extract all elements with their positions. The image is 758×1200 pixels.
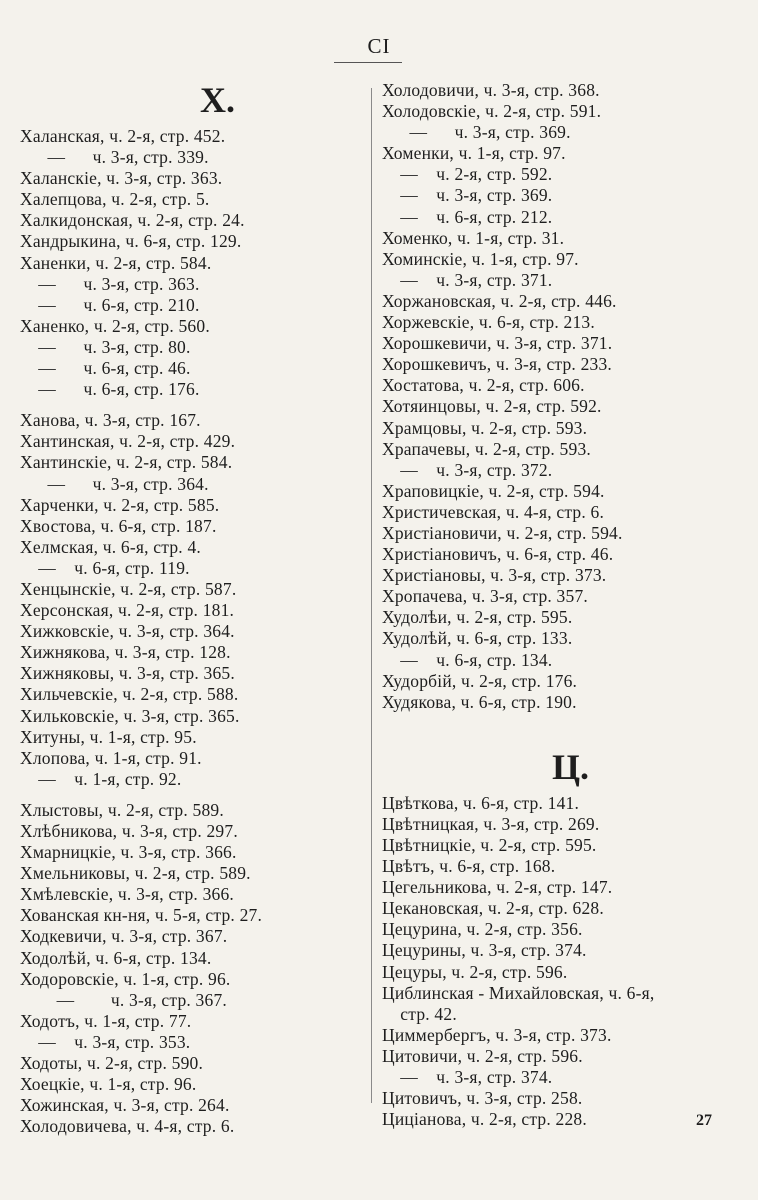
index-entry: Холодовскiе, ч. 2-я, стр. 591. [382,101,602,122]
page-number-top: CI [367,34,391,58]
index-entry: Хильковскiе, ч. 3-я, стр. 365. [20,705,240,726]
section-header-tse: Ц. [552,746,590,787]
index-entry: Хованская кн-ня, ч. 5-я, стр. 27. [20,905,263,926]
index-entry: Ходотъ, ч. 1-я, стр. 77. [20,1010,192,1031]
index-entry: Хоржевскiе, ч. 6-я, стр. 213. [382,312,595,333]
index-entry: Ходоровскiе, ч. 1-я, стр. 96. [20,968,231,989]
index-entry: Цвѣтницкая, ч. 3-я, стр. 269. [382,813,600,834]
index-entry: — ч. 3-я, стр. 353. [20,1031,191,1052]
index-entry: Хлыстовы, ч. 2-я, стр. 589. [20,799,224,820]
section-header-kha: X. [200,80,235,120]
index-entry: Цитовичи, ч. 2-я, стр. 596. [382,1045,583,1066]
index-entry: Хлѣбникова, ч. 3-я, стр. 297. [20,821,238,841]
index-entry: Хижковскiе, ч. 3-я, стр. 364. [20,621,235,642]
index-entry: Халанскiе, ч. 3-я, стр. 363. [20,168,223,189]
index-entry: Ходолѣй, ч. 6-я, стр. 134. [20,947,212,968]
index-entry: — ч. 6-я, стр. 210. [20,294,200,315]
index-entry: Христiановы, ч. 3-я, стр. 373. [382,565,607,586]
index-entry: Храмцовы, ч. 2-я, стр. 593. [382,417,588,438]
index-entry: Хорошкевичи, ч. 3-я, стр. 371. [382,333,613,354]
index-entry: Херсонская, ч. 2-я, стр. 181. [20,600,235,621]
index-entry: Цвѣткова, ч. 6-я, стр. 141. [382,792,580,813]
index-entry: Хандрыкина, ч. 6-я, стр. 129. [20,231,242,252]
index-entry: Ханенко, ч. 2-я, стр. 560. [20,315,210,336]
index-entry: Циммербергъ, ч. 3-я, стр. 373. [382,1024,612,1045]
index-entry: Холодовичева, ч. 4-я, стр. 6. [20,1116,235,1137]
index-entry: Хоменки, ч. 1-я, стр. 97. [382,143,566,164]
right-column [382,80,742,1130]
index-entry: Христiановичъ, ч. 6-я, стр. 46. [382,544,614,565]
index-entry: Хоменко, ч. 1-я, стр. 31. [382,227,565,248]
index-entry: Ханова, ч. 3-я, стр. 167. [20,410,201,431]
entry-gap [20,790,365,800]
index-entry: Халепцова, ч. 2-я, стр. 5. [20,189,210,210]
index-entry: Цецуры, ч. 2-я, стр. 596. [382,961,568,982]
index-entry: Цицiанова, ч. 2-я, стр. 228. [382,1109,587,1130]
index-entry: Цитовичъ, ч. 3-я, стр. 258. [382,1088,583,1109]
index-entry: Хоецкiе, ч. 1-я, стр. 96. [20,1074,197,1095]
index-entry: Хантинская, ч. 2-я, стр. 429. [20,431,236,452]
index-entry: — ч. 3-я, стр. 369. [382,185,553,206]
index-entry: Хижнякова, ч. 3-я, стр. 128. [20,642,231,663]
index-entry: Цвѣтницкiе, ч. 2-я, стр. 595. [382,835,597,855]
index-entry: Цецурины, ч. 3-я, стр. 374. [382,940,587,961]
left-column [20,80,365,1137]
index-entry: Хвостова, ч. 6-я, стр. 187. [20,515,217,536]
index-entry: — ч. 2-я, стр. 592. [382,164,553,185]
index-entry: — ч. 6-я, стр. 46. [20,358,191,379]
index-entry: — ч. 3-я, стр. 364. [20,473,209,494]
index-entry: Халанская, ч. 2-я, стр. 452. [20,126,226,146]
index-entry: Храпачевы, ч. 2-я, стр. 593. [382,438,591,459]
index-entry: Худолѣй, ч. 6-я, стр. 133. [382,628,573,649]
index-entry: — ч. 3-я, стр. 363. [20,273,200,294]
left-entries-list [20,126,365,1137]
index-entry: Хмѣлевскiе, ч. 3-я, стр. 366. [20,884,235,905]
index-entry: Холодовичи, ч. 3-я, стр. 368. [382,80,600,100]
index-entry: Ханенки, ч. 2-я, стр. 584. [20,252,212,273]
index-entry: Хоржановская, ч. 2-я, стр. 446. [382,290,617,311]
index-entry: Хорошкевичъ, ч. 3-я, стр. 233. [382,354,613,375]
index-entry: Хижняковы, ч. 3-я, стр. 365. [20,663,235,684]
right-entries-kha-list [382,80,742,739]
right-entries-tse-list [382,793,742,1131]
section-gap [382,713,742,739]
index-entry: Цецурина, ч. 2-я, стр. 356. [382,919,583,940]
index-entry: Хропачева, ч. 3-я, стр. 357. [382,586,588,607]
index-entry: — ч. 3-я, стр. 369. [382,122,571,143]
entry-gap [20,400,365,410]
index-entry: Хмельниковы, ч. 2-я, стр. 589. [20,863,251,884]
index-entry: Хантинскiе, ч. 2-я, стр. 584. [20,452,233,473]
index-entry: Худолѣи, ч. 2-я, стр. 595. [382,607,573,628]
index-entry: Хильчевскiе, ч. 2-я, стр. 588. [20,684,239,705]
index-entry: Ходкевичи, ч. 3-я, стр. 367. [20,926,228,947]
index-entry: — ч. 6-я, стр. 134. [382,649,553,670]
index-entry: Цегельникова, ч. 2-я, стр. 147. [382,877,613,898]
index-entry: — ч. 6-я, стр. 212. [382,206,553,227]
column-divider [371,88,372,1103]
header-rule [334,62,402,63]
index-entry: Хелмская, ч. 6-я, стр. 4. [20,536,201,557]
index-entry: Храповицкiе, ч. 2-я, стр. 594. [382,480,605,501]
index-entry: Цекановская, ч. 2-я, стр. 628. [382,898,604,919]
index-entry: Цвѣтъ, ч. 6-я, стр. 168. [382,856,556,877]
index-entry: — ч. 3-я, стр. 372. [382,459,553,480]
index-entry: Худякова, ч. 6-я, стр. 190. [382,691,577,712]
index-entry: Халкидонская, ч. 2-я, стр. 24. [20,210,245,231]
index-entry: Хитуны, ч. 1-я, стр. 95. [20,726,197,747]
index-entry: Харченки, ч. 2-я, стр. 585. [20,494,220,515]
index-entry: Худорбiй, ч. 2-я, стр. 176. [382,670,578,691]
index-entry: стр. 42. [382,1003,457,1024]
index-entry: Хенцынскiе, ч. 2-я, стр. 587. [20,578,237,599]
index-entry: — ч. 3-я, стр. 371. [382,269,553,290]
index-entry: Хмарницкiе, ч. 3-я, стр. 366. [20,842,237,863]
index-entry: Хлопова, ч. 1-я, стр. 91. [20,747,202,768]
index-entry: Хожинская, ч. 3-я, стр. 264. [20,1095,230,1116]
index-entry: Ходоты, ч. 2-я, стр. 590. [20,1053,204,1074]
page-number-bottom: 27 [696,1112,712,1129]
index-entry: Христичевская, ч. 4-я, стр. 6. [382,501,605,522]
index-entry: Хотяинцовы, ч. 2-я, стр. 592. [382,396,602,417]
index-entry: — ч. 3-я, стр. 367. [20,989,227,1010]
index-entry: Христiановичи, ч. 2-я, стр. 594. [382,522,623,543]
index-entry: — ч. 6-я, стр. 176. [20,379,200,400]
index-entry: Циблинская - Михайловская, ч. 6-я, [382,982,655,1003]
index-entry: — ч. 6-я, стр. 119. [20,557,190,578]
index-entry: — ч. 1-я, стр. 92. [20,768,182,789]
index-entry: — ч. 3-я, стр. 80. [20,336,191,357]
index-entry: — ч. 3-я, стр. 339. [20,147,209,168]
index-entry: Хоминскiе, ч. 1-я, стр. 97. [382,248,579,269]
index-entry: — ч. 3-я, стр. 374. [382,1067,553,1088]
index-entry: Хостатова, ч. 2-я, стр. 606. [382,375,585,396]
